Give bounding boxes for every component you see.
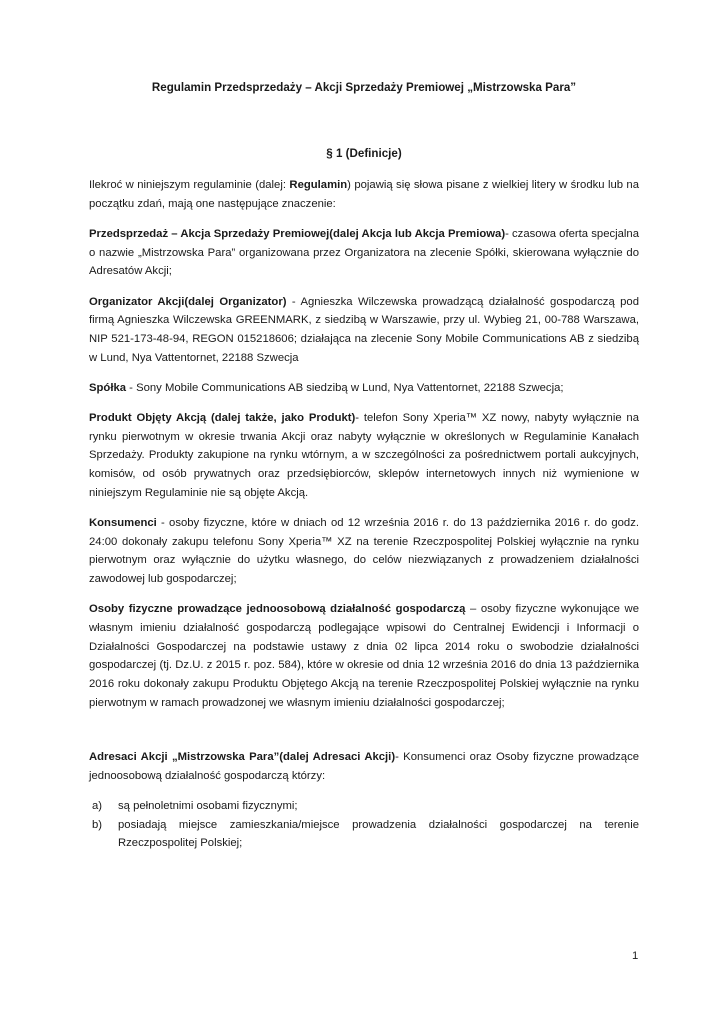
- definition-term: Przedsprzedaż – Akcja Sprzedaży Premiowej(dalej Akcja lub Akcja Premiowa): [89, 227, 506, 240]
- definition-text: - telefon Sony Xperia™ XZ nowy, nabyty wyłącznie na rynku pierwotnym w okresie trwania Akcji oraz nabyty wyłącznie w określonych w Regulaminie Kanałach Sprzedaży. Produkty zakupione na rynku wtórnym, a w szczególności za pośrednictwem portali aukcyjnych, komisów, od osób prywatnych oraz przedsiębiorców, sklepów internetowych innych niż wymienione w niniejszym Regulaminie nie są objęte Akcją.: [89, 412, 639, 499]
- definition-text: - czasowa oferta specjalna o nazwie „Mistrzowska Para” organizowana przez Organizatora na zlecenie Spółki, skierowana wyłącznie do Adresatów Akcji;: [89, 227, 639, 278]
- definition-przedsprzedaz: [89, 225, 639, 281]
- list-marker: b): [92, 818, 103, 831]
- intro-text-before: Ilekroć w niniejszym regulaminie (dalej:: [89, 179, 290, 191]
- definition-term: Produkt Objęty Akcją (dalej także, jako Produkt): [89, 412, 356, 425]
- document-title: Regulamin Przedsprzedaży – Akcji Sprzedaży Premiowej „Mistrzowska Para”: [151, 81, 577, 94]
- list-marker: a): [92, 799, 103, 812]
- definition-term: Spółka: [89, 381, 127, 394]
- definition-produkt: [89, 409, 639, 503]
- definition-konsumenci: [89, 514, 639, 589]
- definition-spolka: [89, 379, 639, 398]
- definition-adresaci: [89, 748, 639, 785]
- intro-text-after: ) pojawią się słowa pisane z wielkiej litery w środku lub na początku zdań, mają one następujące znaczenie:: [89, 179, 640, 210]
- definition-osoby-fizyczne: [89, 600, 639, 712]
- list-item-text: posiadają miejsce zamieszkania/miejsce prowadzenia działalności gospodarczej na terenie Rzeczpospolitej Polskiej;: [118, 818, 639, 850]
- section-heading: § 1 (Definicje): [326, 147, 402, 160]
- list-item-text: są pełnoletnimi osobami fizycznymi;: [118, 799, 298, 812]
- document-body: [89, 80, 639, 853]
- definition-text: - Konsumenci oraz Osoby fizyczne prowadzące jednoosobową działalność gospodarczą którzy:: [89, 751, 639, 782]
- list-item: [89, 816, 639, 853]
- page-number: 1: [632, 950, 639, 962]
- definition-organizator: [89, 293, 639, 368]
- definition-text: - osoby fizyczne, które w dniach od 12 września 2016 r. do 13 października 2016 r. do godz. 24:00 dokonały zakupu telefonu Sony Xperia™ XZ na terenie Rzeczpospolitej Polskiej wyłącznie na rynku pierwotnym oraz wyłącznie do użytku własnego, do celów niezwiązanych z prowadzeniem działalności zawodowej lub gospodarczej;: [89, 517, 639, 586]
- definition-text: - Sony Mobile Communications AB siedzibą w Lund, Nya Vattentornet, 22188 Szwecja;: [126, 381, 564, 394]
- definition-text: – osoby fizyczne wykonujące we własnym imieniu działalność gospodarczą podlegające wpisowi do Centralnej Ewidencji i Informacji o Działalności Gospodarczej na podstawie ustawy z dnia 02 lipca 2014 roku o swobodzie działalności gospodarczej (tj. Dz.U. z 2015 r. poz. 584), które w okresie od dnia 12 września 2016 do dnia 13 października 2016 roku dokonały zakupu Produktu Objętego Akcją na terenie Rzeczpospolitej Polskiej wyłącznie na rynku pierwotnym w ramach prowadzonej we własnym imieniu działalności gospodarczej;: [89, 603, 639, 709]
- definition-term: Osoby fizyczne prowadzące jednoosobową działalność gospodarczą: [89, 603, 466, 616]
- intro-bold-term: Regulamin: [289, 179, 348, 191]
- intro-paragraph: [89, 176, 639, 213]
- list-item: [89, 797, 639, 816]
- recipients-criteria-list: [89, 797, 639, 853]
- paragraph-spacer: [89, 724, 639, 748]
- definition-term: Adresaci Akcji „Mistrzowska Para”(dalej Adresaci Akcji): [89, 751, 396, 764]
- definition-term: Konsumenci: [89, 517, 157, 530]
- definition-text: - Agnieszka Wilczewska prowadzącą działalność gospodarczą pod firmą Agnieszka Wilczewska GREENMARK, z siedzibą w Warszawie, przy ul. Wybieg 21, 00-788 Warszawa, NIP 521-173-48-94, REGON 015218606; działająca na zlecenie Sony Mobile Communications AB z siedzibą w Lund, Nya Vattentornet, 22188 Szwecja: [89, 295, 639, 364]
- definition-term: Organizator Akcji(dalej Organizator): [89, 295, 287, 308]
